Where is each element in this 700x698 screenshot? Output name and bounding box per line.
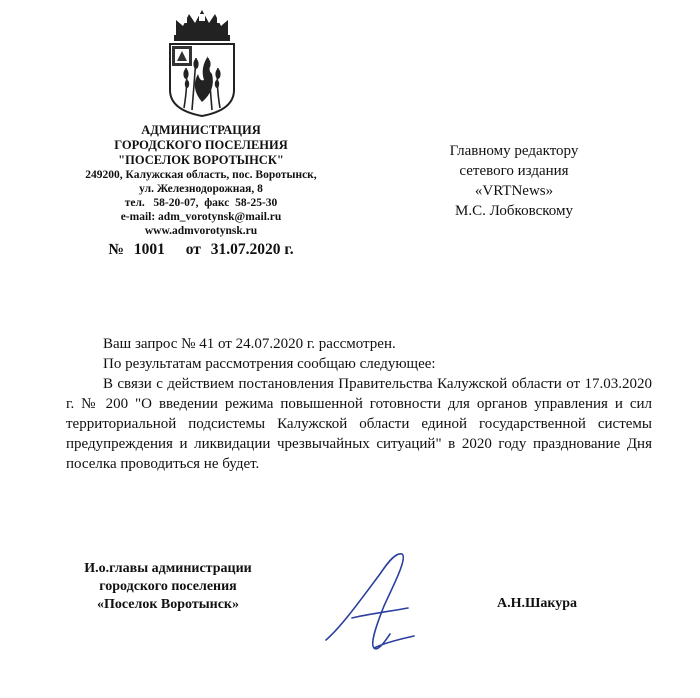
coat-of-arms-icon bbox=[162, 6, 242, 118]
phone-line: тел. 58-20-07, факс 58-25-30 bbox=[124, 197, 278, 209]
body-paragraph-2: По результатам рассмотрения сообщаю следующее: bbox=[103, 356, 436, 372]
recipient-line3: «VRTNews» bbox=[474, 183, 554, 199]
recipient-block bbox=[420, 141, 608, 221]
date-label: от bbox=[185, 241, 201, 258]
address-line2: ул. Железнодорожная, 8 bbox=[139, 183, 263, 195]
org-name-line1: АДМИНИСТРАЦИЯ bbox=[141, 123, 261, 137]
signatory-title-line3: «Поселок Воротынск» bbox=[96, 597, 239, 612]
sender-block bbox=[56, 123, 346, 259]
signatory-title-line2: городского поселения bbox=[99, 579, 237, 594]
outgoing-number-line bbox=[56, 241, 346, 259]
document-date: 31.07.2020 г. bbox=[210, 241, 294, 258]
recipient-line1: Главному редактору bbox=[449, 143, 579, 159]
website-line: www.admvorotynsk.ru bbox=[144, 225, 258, 237]
recipient-line4: М.С. Лобковскому bbox=[455, 203, 573, 219]
signatory-name: А.Н.Шакура bbox=[497, 596, 578, 611]
signatory-title-line1: И.о.главы администрации bbox=[84, 561, 252, 576]
signatory-title bbox=[48, 560, 288, 614]
org-name-line3: "ПОСЕЛОК ВОРОТЫНСК" bbox=[118, 153, 284, 167]
recipient-line2: сетевого издания bbox=[459, 163, 569, 179]
number-label: № bbox=[108, 241, 124, 258]
handwritten-signature-icon bbox=[322, 548, 434, 658]
body-paragraph-3: В связи с действием постановления Правительства Калужской области от 17.03.2020 г. № 200 "О введении режима повышенной готовности для органов управления и сил территориальной подсистемы Калужской области единой государственной системы предупреждения и ликвидации чрезвычайных ситуаций" в 2020 году празднование Дня поселка проводиться не будет. bbox=[66, 376, 652, 472]
org-name-line2: ГОРОДСКОГО ПОСЕЛЕНИЯ bbox=[114, 138, 288, 152]
letter-body bbox=[66, 334, 652, 474]
body-paragraph-1: Ваш запрос № 41 от 24.07.2020 г. рассмотрен. bbox=[103, 336, 396, 352]
email-line: e-mail: adm_vorotynsk@mail.ru bbox=[120, 211, 282, 223]
document-number: 1001 bbox=[133, 241, 165, 258]
address-line1: 249200, Калужская область, пос. Воротынск, bbox=[85, 169, 317, 181]
